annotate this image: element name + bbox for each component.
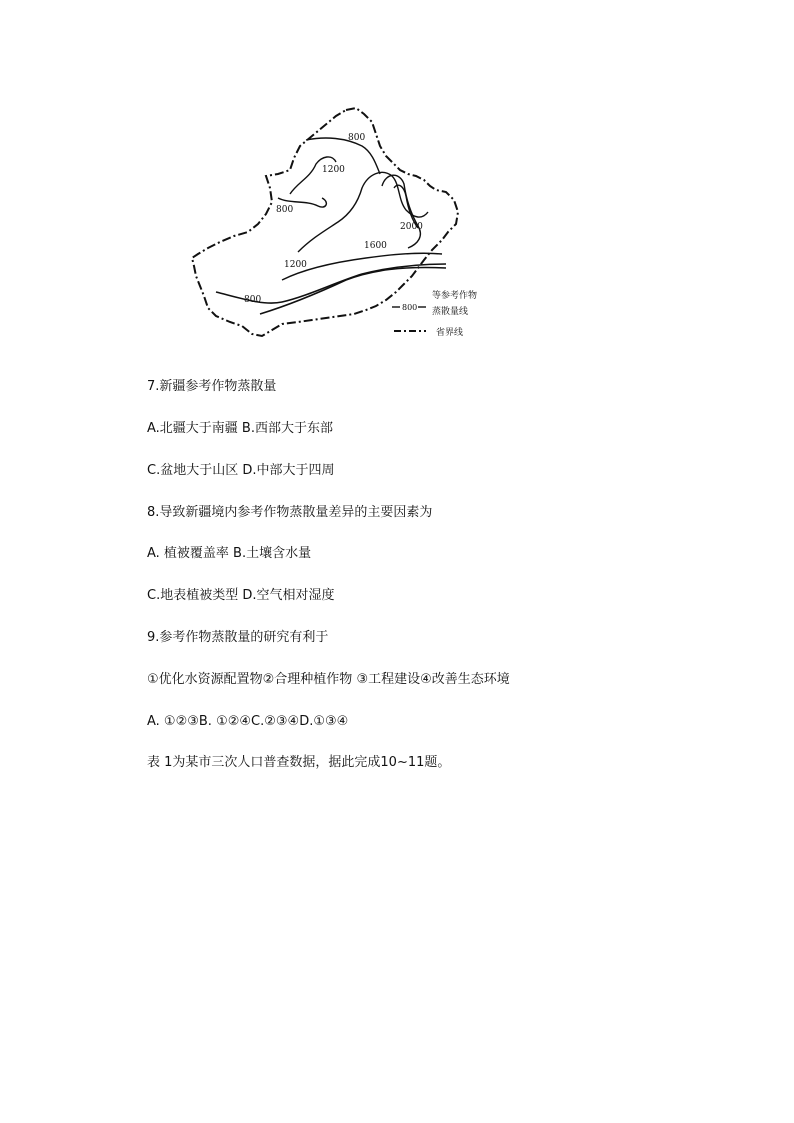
xinjiang-evapotranspiration-map <box>186 102 506 342</box>
legend-isoline-sample: 800 <box>402 303 418 312</box>
isoline-1200-central <box>298 172 428 252</box>
map-legend <box>392 289 477 338</box>
legend-isoline-label: 等参考作物 <box>432 291 478 301</box>
question-9-options: A. ①②③B. ①②④C.②③④D.①③④ <box>147 714 349 729</box>
isoline-label: 800 <box>244 295 262 305</box>
question-9-statements: ①优化水资源配置物②合理种植作物 ③工程建设④改善生态环境 <box>147 672 510 687</box>
isoline-label: 2000 <box>400 222 423 232</box>
question-7-options: C.盆地大于山区 D.中部大于四周 <box>147 463 335 478</box>
legend-isoline-label: 蒸散量线 <box>432 307 469 317</box>
question-9-stem: 9.参考作物蒸散量的研究有利于 <box>147 630 329 645</box>
question-7-stem: 7.新疆参考作物蒸散量 <box>147 379 277 394</box>
question-8-options: C.地表植被类型 D.空气相对湿度 <box>147 588 335 603</box>
isoline-label: 1200 <box>322 165 345 175</box>
table-intro-note: 表 1为某市三次人口普查数据，据此完成10~11题。 <box>147 755 451 770</box>
isoline-label: 800 <box>348 133 366 143</box>
legend-boundary-label: 省界线 <box>436 328 464 338</box>
question-8-stem: 8.导致新疆境内参考作物蒸散量差异的主要因素为 <box>147 505 433 520</box>
isoline-label: 800 <box>276 205 294 215</box>
isoline-1200-north <box>290 157 336 194</box>
isoline-label: 1200 <box>284 260 307 270</box>
question-8-options: A. 植被覆盖率 B.土壤含水量 <box>147 546 312 561</box>
isoline-label: 1600 <box>364 241 387 251</box>
question-7-options: A.北疆大于南疆 B.西部大于东部 <box>147 421 333 436</box>
